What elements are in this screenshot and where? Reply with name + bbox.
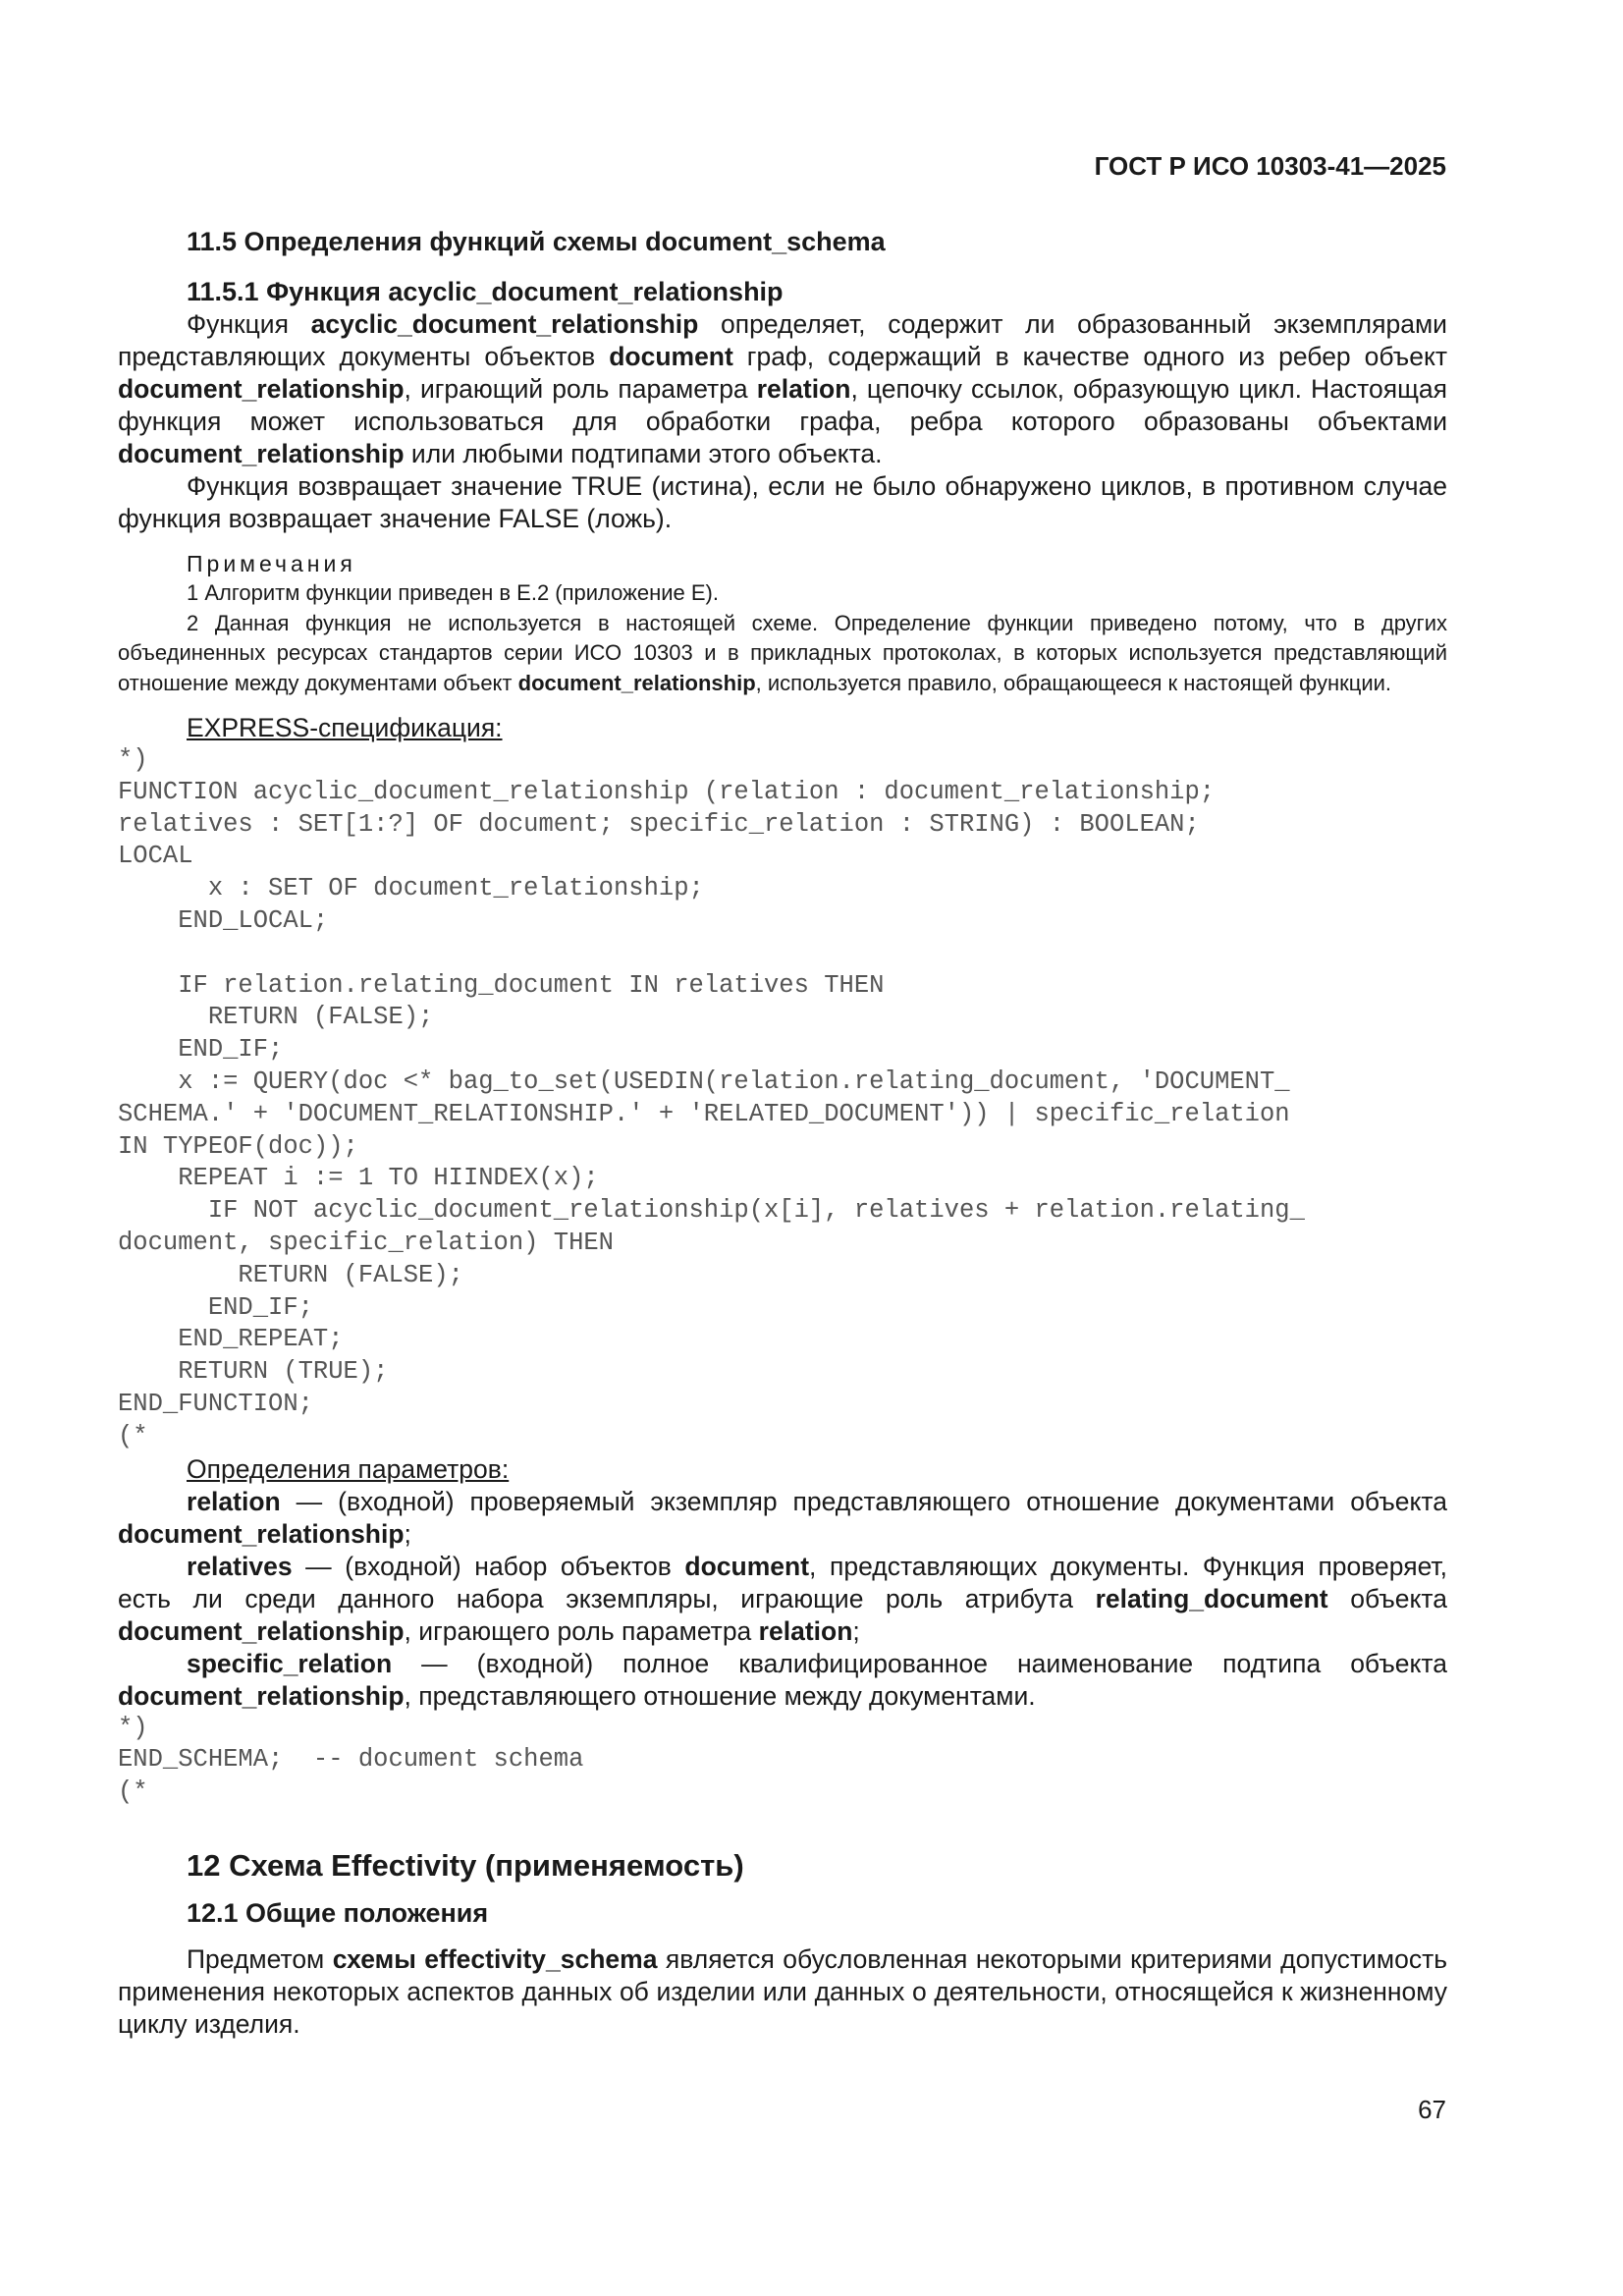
bold-term: relatives: [187, 1551, 293, 1581]
bold-term: document: [609, 342, 733, 371]
note-2: 2 Данная функция не используется в настоящей схеме. Определение функции приведено потому, что в других объединенных ресурсах стандартов серии ИСО 10303 и в прикладных протоколах, в которых используется представляющий отношение между документами объект document_relationship, используется правило, обращающееся к настоящей функции.: [118, 610, 1447, 695]
section-11-5-1-heading: 11.5.1 Функция acyclic_document_relationship: [187, 277, 784, 306]
bold-term: document_relationship: [118, 1518, 405, 1549]
page-number: 67: [1418, 2095, 1446, 2124]
parameter-definitions-label: Определения параметров:: [187, 1453, 510, 1484]
standard-designation: ГОСТ Р ИСО 10303-41—2025: [1094, 151, 1446, 181]
bold-term: relation: [187, 1486, 281, 1516]
effectivity-intro-paragraph: Предметом схемы effectivity_schema является обусловленная некоторыми критериями допустимость применения некоторых аспектов данных об изделии или данных о деятельности, относящейся к жизненному циклу изделия.: [118, 1943, 1448, 2039]
bold-term: document_relationship: [118, 1615, 405, 1646]
note-1: 1 Алгоритм функции приведен в Е.2 (приложение Е).: [187, 580, 719, 605]
bold-term: document_relationship: [118, 374, 405, 404]
bold-term: acyclic_document_relationship: [310, 309, 699, 339]
section-12-heading: 12 Схема Effectivity (применяемость): [187, 1847, 744, 1883]
bold-term: document_relationship: [517, 670, 756, 695]
bold-term: document_relationship: [118, 1680, 405, 1711]
notes-block: [118, 549, 1447, 698]
param-relatives: relatives — (входной) набор объектов document, представляющих документы. Функция проверяет, есть ли среди данного набора экземпляры, играющие роль атрибута relating_document объекта document_relationship, играющего роль параметра relation;: [118, 1551, 1448, 1646]
param-relation: relation — (входной) проверяемый экземпляр представляющего отношение документами объекта document_relationship;: [118, 1486, 1447, 1549]
express-schema-end-block: *) END_SCHEMA; -- document schema (*: [118, 1713, 584, 1807]
bold-term: relation: [758, 1615, 853, 1646]
page-content: [118, 224, 1447, 2041]
return-value-paragraph: Функция возвращает значение TRUE (истина), если не было обнаружено циклов, в противном случае функция возвращает значение FALSE (ложь).: [118, 471, 1447, 533]
section-11-5-heading: 11.5 Определения функций схемы document_schema: [187, 227, 886, 256]
function-description-paragraph: Функция acyclic_document_relationship определяет, содержит ли образованный экземплярами представляющих документы объектов document граф, содержащий в качестве одного из ребер объект document_relationship, играющий роль параметра relation, цепочку ссылок, образующую цикл. Настоящая функция может использоваться для обработки графа, ребра которого образованы объектами document_relationship или любыми подтипами этого объекта.: [118, 309, 1448, 468]
bold-term: specific_relation: [187, 1648, 393, 1678]
bold-term: relation: [756, 374, 851, 404]
param-specific-relation: specific_relation — (входной) полное квалифицированное наименование подтипа объекта document_relationship, представляющего отношение между документами.: [118, 1648, 1447, 1711]
bold-term: document: [684, 1551, 810, 1581]
notes-label: Примечания: [187, 551, 356, 576]
express-spec-label: EXPRESS-спецификация:: [187, 713, 503, 742]
bold-term: схемы effectivity_schema: [332, 1943, 658, 1974]
section-12-1-heading: 12.1 Общие положения: [187, 1897, 489, 1928]
bold-term: relating_document: [1095, 1583, 1328, 1613]
bold-term: document_relationship: [118, 439, 405, 468]
express-code-block: *) FUNCTION acyclic_document_relationship (relation : document_relationship; relatives : SET[1:?] OF document; specific_relation : STRING) : BOOLEAN; LOCAL x : SET OF document_relationship; END_LOCAL; IF relation.relating_document IN relatives THEN RETURN (FALSE); END_IF; x := QUERY(doc <* bag_to_set(USEDIN(relation.relating_document, 'DOCUMENT_ SCHEMA.' + 'DOCUMENT_RELATIONSHIP.' + 'RELATED_DOCUMENT')) | specific_relation IN TYPEOF(doc)); REPEAT i := 1 TO HIINDEX(x); IF NOT acyclic_document_relationship(x[i], relatives + relation.relating_ document, specific_relation) THEN RETURN (FALSE); END_IF; END_REPEAT; RETURN (TRUE); END_FUNCTION; (*: [118, 745, 1305, 1450]
